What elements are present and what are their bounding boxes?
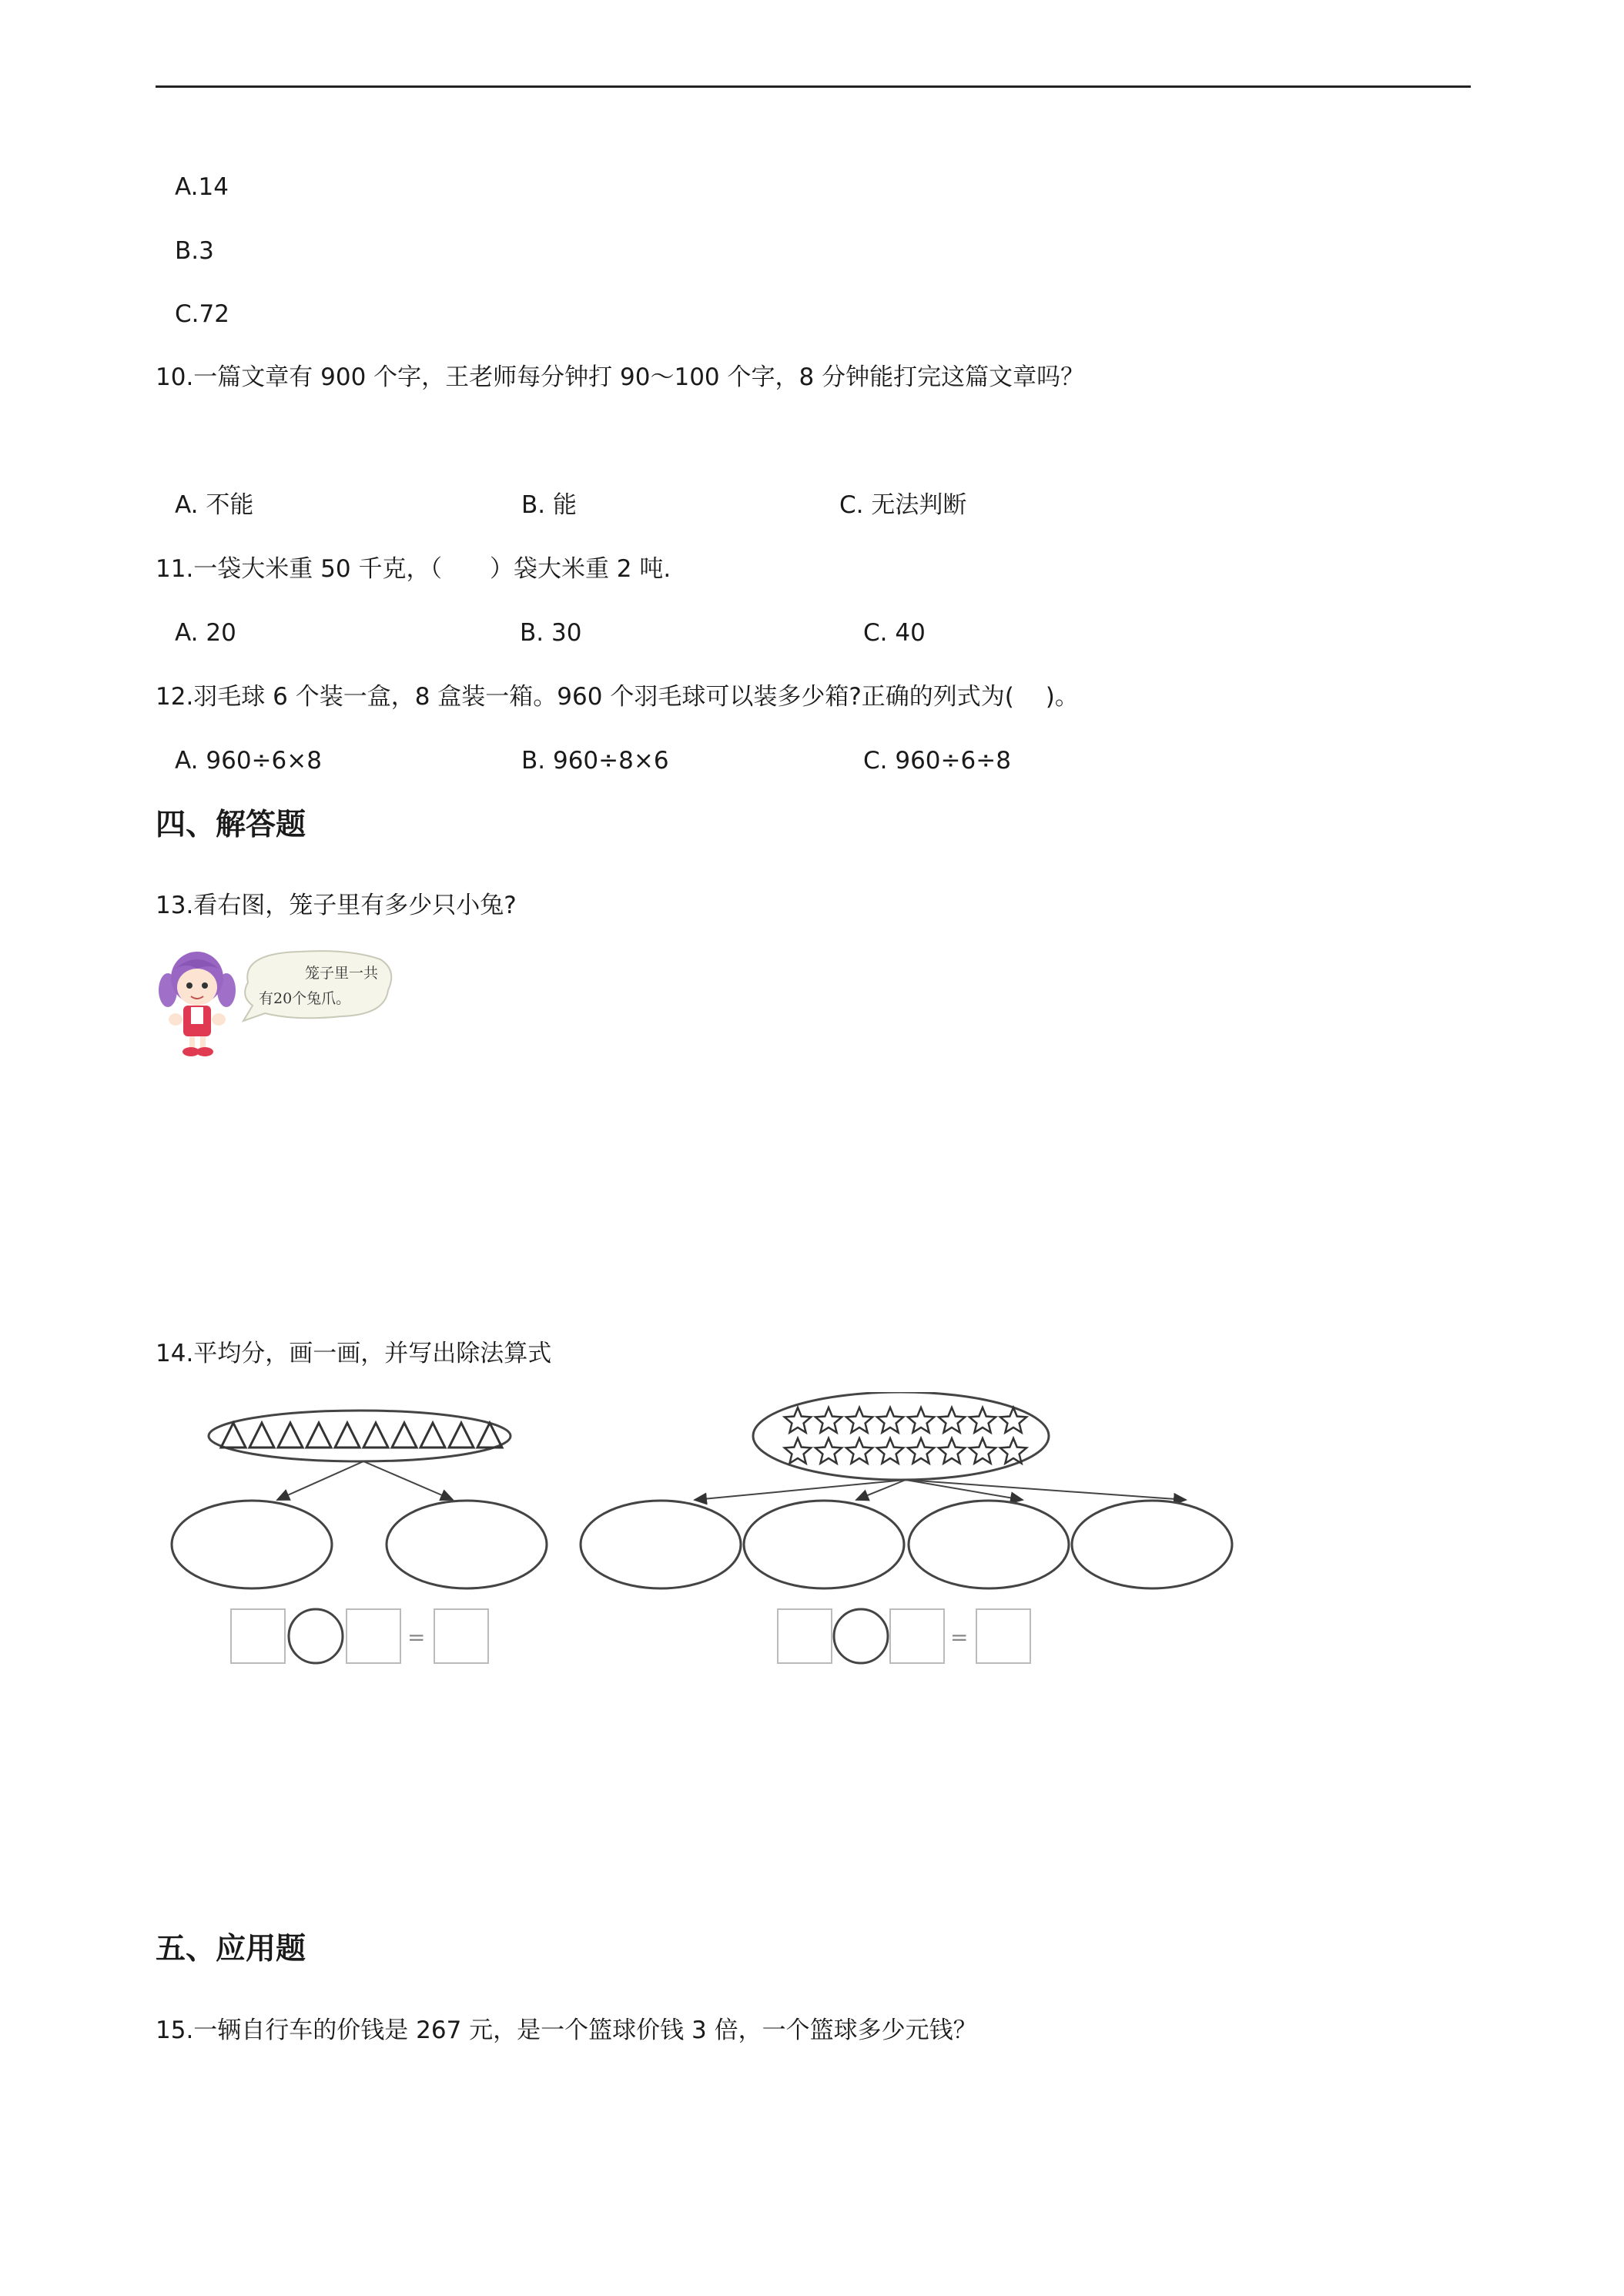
- section-heading-5: 五、应用题: [156, 1932, 306, 1966]
- answer-box-divisor[interactable]: [347, 1609, 400, 1663]
- triangle-set-oval: [209, 1411, 511, 1461]
- header-rule: [156, 85, 1471, 88]
- q10-option-a: A. 不能: [175, 491, 254, 519]
- answer-box-quotient[interactable]: [434, 1609, 488, 1663]
- share-oval-right-1[interactable]: [581, 1501, 741, 1588]
- star-set-oval: [753, 1392, 1049, 1480]
- share-oval-left-2[interactable]: [387, 1501, 547, 1588]
- q14-stem: 14.平均分，画一画，并写出除法算式: [156, 1340, 552, 1367]
- q12-option-c: C. 960÷6÷8: [863, 747, 1011, 775]
- equals-sign: =: [950, 1625, 969, 1650]
- q10-option-c: C. 无法判断: [839, 491, 967, 519]
- arrow-3: [906, 1480, 1023, 1500]
- share-oval-right-3[interactable]: [909, 1501, 1069, 1588]
- share-oval-left-1[interactable]: [172, 1501, 332, 1588]
- q10-stem: 10.一篇文章有 900 个字，王老师每分钟打 90～100 个字，8 分钟能打完这篇文章吗？: [156, 363, 1085, 391]
- bubble-text-line1: 笼子里一共: [305, 965, 379, 982]
- q9-option-a: A.14: [175, 173, 229, 201]
- q12-stem: 12.羽毛球 6 个装一盒，8 盒装一箱。960 个羽毛球可以装多少箱?正确的列式为( )。: [156, 683, 1079, 711]
- speech-bubble: [243, 951, 391, 1021]
- q15-stem: 15.一辆自行车的价钱是 267 元，是一个篮球价钱 3 倍，一个篮球多少元钱？: [156, 2017, 977, 2044]
- q12-option-a: A. 960÷6×8: [175, 747, 322, 775]
- girl-figure: [159, 952, 236, 1056]
- bubble-text-line2: 有20个兔爪。: [259, 990, 351, 1007]
- q11-option-a: A. 20: [175, 619, 236, 647]
- q9-option-b: B.3: [175, 237, 214, 265]
- q11-stem: 11.一袋大米重 50 千克，（ ）袋大米重 2 吨.: [156, 555, 671, 583]
- q11-option-c: C. 40: [863, 619, 926, 647]
- q9-option-c: C.72: [175, 300, 229, 328]
- arrow-left: [277, 1461, 363, 1500]
- q12-option-b: B. 960÷8×6: [521, 747, 669, 775]
- arrow-right: [363, 1461, 453, 1500]
- girl-speech-illustration: [157, 946, 396, 1059]
- right-group: [581, 1392, 1232, 1663]
- answer-box-dividend[interactable]: [231, 1609, 285, 1663]
- q13-stem: 13.看右图，笼子里有多少只小兔?: [156, 892, 517, 919]
- arrow-1: [695, 1480, 906, 1500]
- equals-sign: =: [407, 1625, 426, 1650]
- answer-box-divisor[interactable]: [890, 1609, 944, 1663]
- q11-option-b: B. 30: [520, 619, 582, 647]
- left-group: [172, 1411, 547, 1663]
- answer-box-dividend[interactable]: [778, 1609, 832, 1663]
- division-diagram: [162, 1392, 1255, 1678]
- share-oval-right-4[interactable]: [1072, 1501, 1232, 1588]
- operator-circle[interactable]: [289, 1609, 343, 1663]
- section-heading-4: 四、解答题: [156, 808, 306, 842]
- share-oval-right-2[interactable]: [744, 1501, 904, 1588]
- arrow-4: [906, 1480, 1186, 1500]
- answer-box-quotient[interactable]: [976, 1609, 1030, 1663]
- operator-circle[interactable]: [834, 1609, 888, 1663]
- q10-option-b: B. 能: [521, 491, 577, 519]
